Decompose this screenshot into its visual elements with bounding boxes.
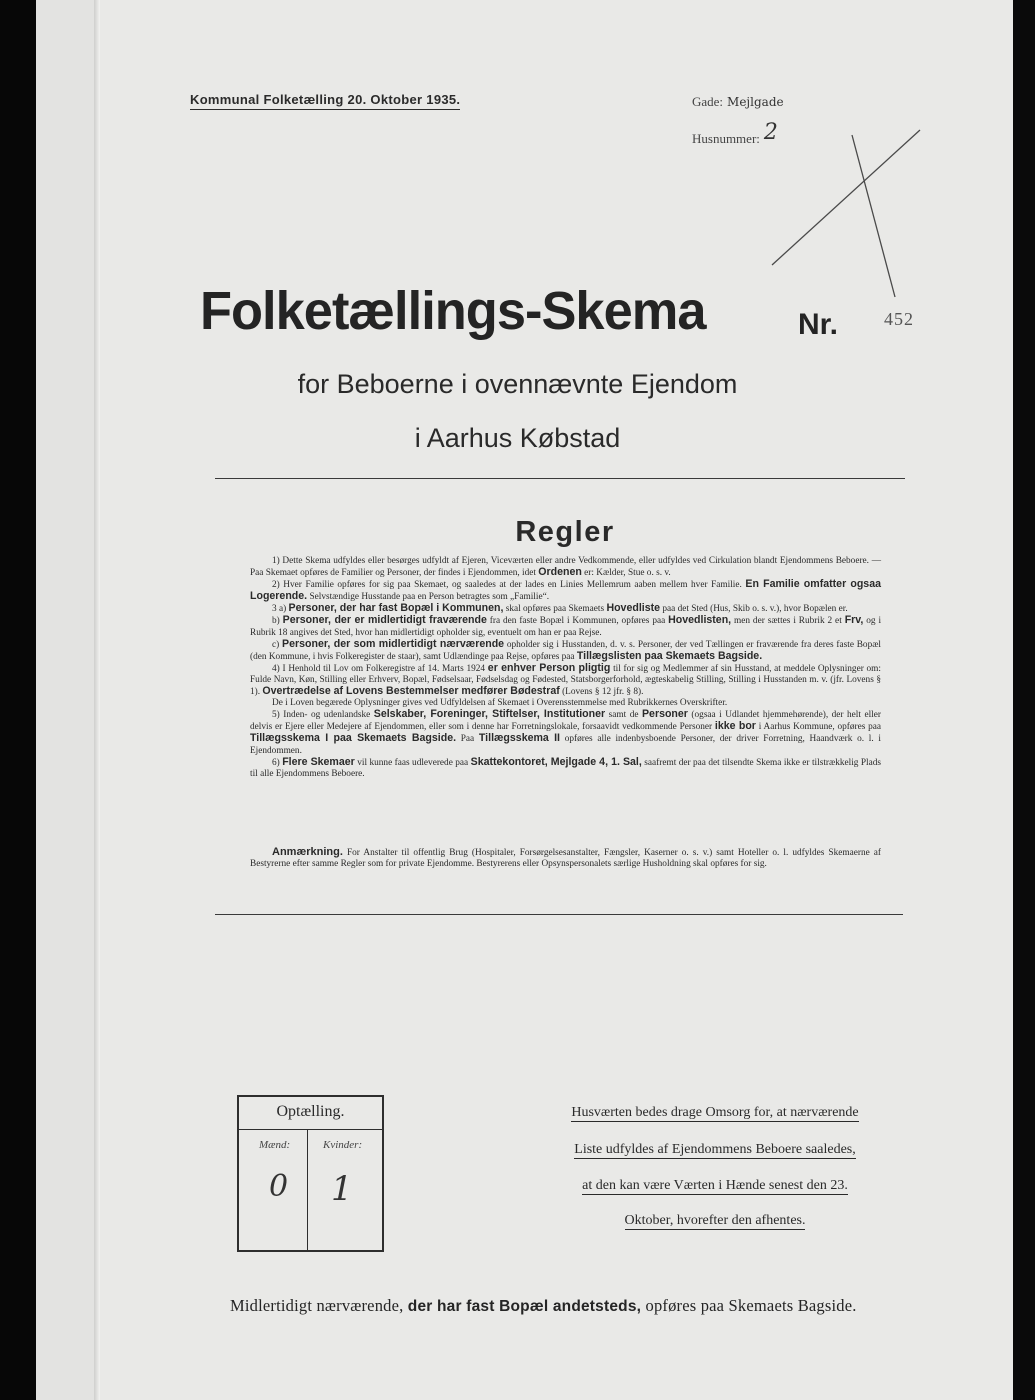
form-number-label: Nr.	[798, 308, 839, 341]
rule-4-note: De i Loven begærede Oplysninger gives ved Udfyldelsen af Skemaet i Overensstemmelse med Rubrikkernes Overskrifter.	[272, 698, 728, 709]
rule-1: 1) Dette Skema udfyldes eller besørges udfyldt af Ejeren, Viceværten eller andre Vedkommende, eller udfyldes ved Cirkulation blandt Ejendommens Beboere. — Paa Skemaet opføres de Familier og Personer, der findes i Ejendommen, idet Ordenen er: Kælder, Stue o. s. v.	[250, 556, 881, 579]
rule-3a: 3 a) Personer, der har fast Bopæl i Kommunen, skal opføres paa Skemaets Hovedliste paa det Sted (Hus, Skib o. s. v.), hvor Bopælen er.	[272, 602, 848, 615]
house-number-label: Husnummer:	[692, 131, 760, 146]
form-title: Folketællings-Skema	[200, 281, 706, 341]
footer-note: Midlertidigt nærværende, der har fast Bopæl andetsteds, opføres paa Skemaets Bagside.	[230, 1296, 857, 1315]
rule-3c: c) Personer, der som midlertidigt nærværende opholder sig i Husstanden, d. v. s. Personer, der ved Tællingen er fraværende fra deres faste Bopæl (den Kommune, i hvis Folkeregister de staar), samt Udlændinge paa Rejse, opføres paa Tillægslisten paa Skemaets Bagside.	[250, 637, 882, 662]
count-title: Optælling.	[276, 1103, 345, 1120]
rules-heading: Regler	[515, 516, 615, 548]
count-column-divider	[307, 1129, 308, 1250]
notice-line-2: Liste udfyldes af Ejendommens Beboere saaledes,	[574, 1142, 856, 1157]
rule-4: 4) I Henhold til Lov om Folkeregistre af 14. Marts 1924 er enhver Person pligtig til for sig og Medlemmer af sin Husstand, at meddele Oplysninger om: Fulde Navn, Køn, Stilling eller Erhverv, Bopæl, Fødselsaar, Fødselsdag og Fødested, Statsborgerforhold, ægteskabelig Stilling, Stilling i Husstanden m. v. (jfr. Lovens § 1). Overtrædelse af Lovens Bestemmelser medfører Bødestraf (Lovens § 12 jfr. § 8).	[250, 661, 881, 698]
rule-6: 6) Flere Skemaer vil kunne faas udleverede paa Skattekontoret, Mejlgade 4, 1. Sal, saafremt der paa det tilsendte Skema ikke er tilstrækkelig Plads til alle Ejendommens Beboere.	[250, 755, 882, 779]
divider-bottom	[215, 914, 903, 915]
remark-text: For Anstalter til offentlig Brug (Hospitaler, Forsørgelsesanstalter, Fængsler, Kaserner o. s. v.) samt Hoteller o. l. udfyldes Skemaerne af Bestyrerne efter samme Regler som for private Ejendomme. Bestyrerens eller Opsynspersonalets særlige Husholdning skal opføres for sig.	[250, 848, 882, 870]
rule-2: 2) Hver Familie opføres for sig paa Skemaet, og saaledes at der lades en Linies Mellemrum aaben mellem hver Familie. En Familie omfatter ogsaa Logerende. Selvstændige Husstande paa en Person betragtes som „Familie“.	[250, 578, 881, 603]
women-label: Kvinder:	[323, 1139, 363, 1151]
form-municipality: i Aarhus Købstad	[414, 423, 621, 453]
notice-line-1: Husværten bedes drage Omsorg for, at nærværende	[571, 1105, 859, 1120]
men-count: 0	[269, 1169, 289, 1204]
street-field	[692, 93, 784, 111]
house-number-value: 2	[763, 120, 778, 145]
page-number-stamp: 452	[884, 309, 914, 329]
women-count: 1	[331, 1169, 353, 1209]
men-label: Mænd:	[259, 1139, 291, 1151]
street-label: Gade:	[692, 94, 724, 109]
pencil-stroke	[772, 130, 920, 265]
census-title: Kommunal Folketælling 20. Oktober 1935.	[190, 92, 460, 110]
rules-text	[250, 556, 881, 780]
notice-line-3: at den kan være Værten i Hænde senest den 23.	[582, 1178, 848, 1193]
divider-top	[215, 478, 905, 479]
rule-3b: b) Personer, der er midlertidigt fraværende fra den faste Bopæl i Kommunen, opføres paa Hovedlisten, men der sættes i Rubrik 2 et Frv, og i Rubrik 18 angives det Sted, hvor han midlertidigt opholder sig, eventuelt om han er paa Rejse.	[250, 614, 882, 638]
pencil-cross-mark	[760, 125, 960, 305]
count-box	[237, 1095, 384, 1252]
cover-edge	[0, 0, 36, 1400]
form-subtitle: for Beboerne i ovennævnte Ejendom	[297, 369, 738, 399]
street-value: Mejlgade	[727, 95, 784, 109]
notice-line-4: Oktober, hvorefter den afhentes.	[624, 1213, 806, 1228]
rule-5: 5) Inden- og udenlandske Selskaber, Foreninger, Stiftelser, Institutioner samt de Personer (ogsaa i Udlandet hjemmehørende), der helt eller delvis er Ejere eller Medejere af Ejendommen, eller som i denne har Forretningslokale, forsaavidt vedkommende Personer ikke bor i Aarhus Kommune, opføres paa Tillægsskema I paa Skemaets Bagside. Paa Tillægsskema II opføres alle indenbysboende Personer, der driver Forretning, Haandværk o. l. i Ejendommen.	[250, 708, 882, 756]
remark-label: Anmærkning.	[272, 846, 343, 858]
remark-paragraph	[250, 847, 881, 870]
count-divider	[239, 1129, 382, 1130]
page-shadow	[1013, 0, 1035, 1400]
